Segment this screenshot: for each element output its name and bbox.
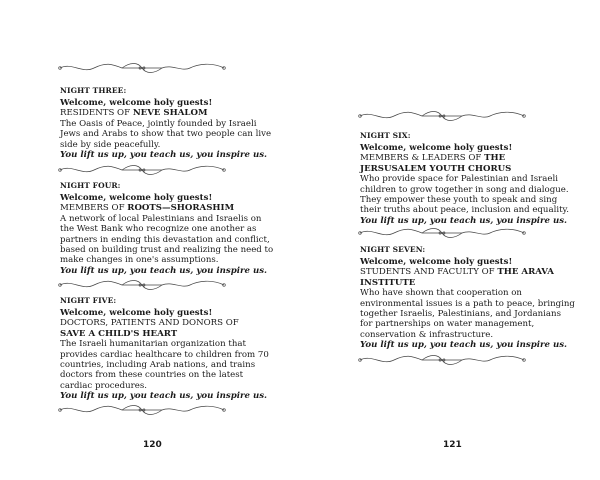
welcome-line: Welcome, welcome holy guests!: [60, 193, 213, 203]
description-line: The Oasis of Peace, jointly founded by Israeli: [60, 118, 257, 129]
organization-name: JERSUSALEM YOUTH CHORUS: [360, 163, 512, 174]
ornamental-divider: [352, 225, 532, 241]
ornamental-divider: [52, 277, 232, 293]
description-line: their truths about peace, inclusion and equality.: [360, 205, 569, 216]
description-line: Who provide space for Palestinian and Israeli: [360, 174, 558, 185]
description-line: children to grow together in song and dialogue.: [360, 184, 569, 195]
night-label: NIGHT SEVEN:: [360, 245, 426, 254]
welcome-line: Welcome, welcome holy guests!: [360, 143, 513, 153]
description-line: make changes in one's assumptions.: [60, 255, 219, 266]
description-line: The Israeli humanitarian organization that: [60, 339, 246, 350]
description-line: They empower these youth to speak and sing: [360, 195, 558, 206]
description-line: the West Bank who recognize one another as: [60, 224, 257, 235]
welcome-line: Welcome, welcome holy guests!: [360, 257, 513, 267]
tagline: You lift us up, you teach us, you inspire us.: [60, 391, 268, 402]
description-line: A network of local Palestinians and Israelis on: [60, 213, 262, 224]
tagline: You lift us up, you teach us, you inspire us.: [60, 150, 268, 161]
organization-line: MEMBERS & LEADERS OF THE: [360, 153, 506, 164]
organization-line: STUDENTS AND FACULTY OF THE ARAVA: [360, 267, 554, 278]
night-seven-section: [360, 257, 595, 351]
tagline: You lift us up, you teach us, you inspire us.: [60, 265, 268, 276]
page-number: 120: [143, 440, 162, 450]
page-number: 121: [443, 440, 462, 450]
description-line: doctors from these countries on the latest: [60, 370, 244, 381]
ornamental-divider: [52, 60, 232, 76]
organization-line: MEMBERS OF ROOTS—SHORASHIM: [60, 203, 235, 214]
night-five-section: [60, 308, 292, 402]
ornamental-divider: [352, 352, 532, 368]
tagline: You lift us up, you teach us, you inspire us.: [360, 215, 568, 226]
description-line: cardiac procedures.: [60, 380, 148, 391]
organization-line: DOCTORS, PATIENTS AND DONORS OF: [60, 318, 239, 329]
ornamental-divider: [352, 108, 532, 124]
description-line: Who have shown that cooperation on: [360, 288, 522, 299]
description-line: conservation & infrastructure.: [360, 329, 494, 340]
night-four-section: [60, 193, 292, 276]
organization-line: RESIDENTS OF NEVE SHALOM: [60, 108, 208, 119]
description-line: for partnerships on water management,: [360, 319, 535, 330]
description-line: together Israelis, Palestinians, and Jordanians: [360, 309, 561, 320]
ornamental-divider: [52, 162, 232, 178]
night-three-section: [60, 98, 290, 160]
organization-name: INSTITUTE: [360, 277, 416, 288]
right-page: [300, 0, 600, 480]
night-label: NIGHT FOUR:: [60, 181, 121, 190]
description-line: Jews and Arabs to show that two people can live: [60, 129, 272, 140]
welcome-line: Welcome, welcome holy guests!: [60, 98, 213, 108]
ornamental-divider: [52, 402, 232, 418]
organization-name: NEVE SHALOM: [132, 108, 208, 119]
organization-name: SAVE A CHILD'S HEART: [60, 328, 178, 339]
night-six-section: [360, 143, 595, 226]
night-label: NIGHT THREE:: [60, 86, 127, 95]
description-line: based on building trust and realizing the need to: [60, 245, 274, 256]
night-label: NIGHT FIVE:: [60, 296, 117, 305]
organization-name: ROOTS—SHORASHIM: [127, 203, 235, 214]
night-label: NIGHT SIX:: [360, 131, 411, 140]
welcome-line: Welcome, welcome holy guests!: [60, 308, 213, 318]
tagline: You lift us up, you teach us, you inspire us.: [360, 340, 568, 351]
description-line: environmental issues is a path to peace, bringing: [360, 298, 575, 309]
description-line: countries, including Arab nations, and trains: [60, 360, 256, 371]
description-line: side by side peacefully.: [60, 139, 161, 150]
description-line: partners in ending this devastation and conflict,: [60, 234, 270, 245]
description-line: provides cardiac healthcare to children from 70: [60, 349, 269, 360]
